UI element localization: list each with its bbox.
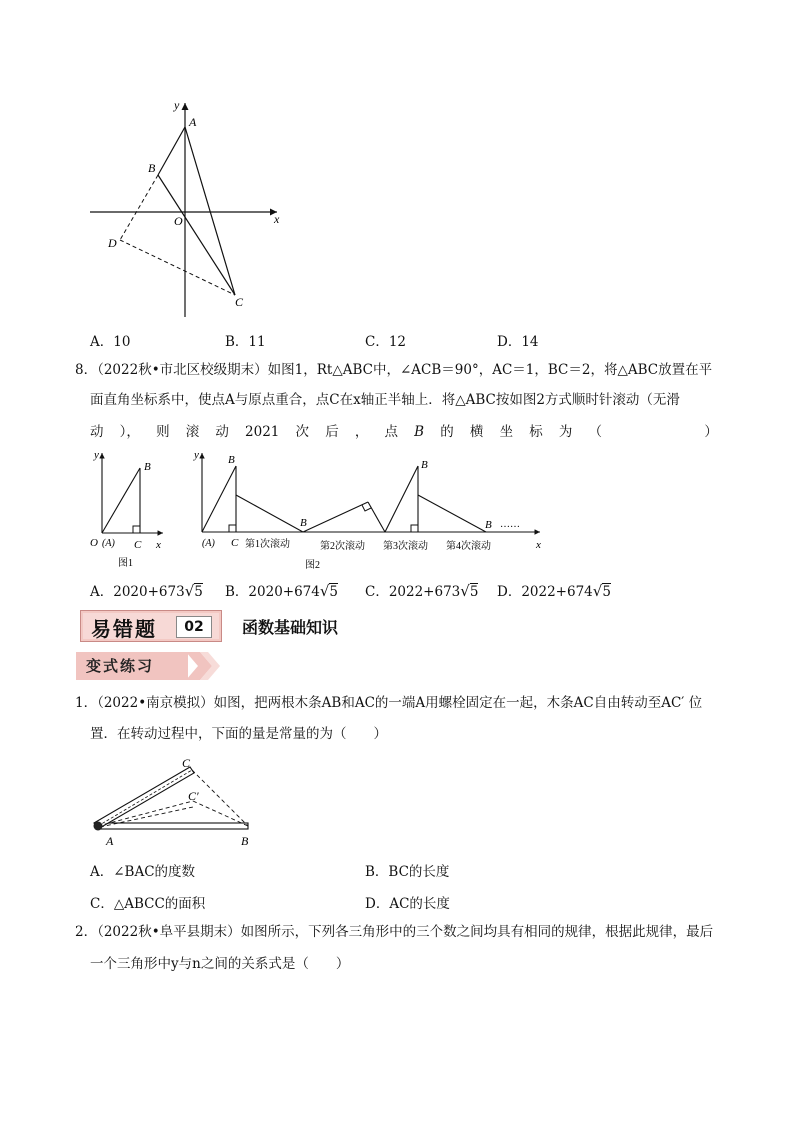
q8-line3-part: 横 xyxy=(469,424,484,440)
q8-option-a-text: A．2020+673 xyxy=(90,584,185,600)
section-title: 函数基础知识 xyxy=(242,618,339,637)
q1-option-a[interactable]: A．∠BAC的度数 xyxy=(90,864,196,880)
fig2-label-A: (A) xyxy=(202,538,215,549)
q8-option-b[interactable] xyxy=(225,580,338,600)
segment-BD xyxy=(120,175,158,240)
q8-option-b-text: B．2020+674 xyxy=(225,584,320,600)
q8-option-d-radicand: 5 xyxy=(602,584,611,600)
sqrt-icon: √ xyxy=(184,582,195,600)
fig1-label-x: x xyxy=(156,539,161,551)
q7-option-c[interactable]: C．12 xyxy=(365,334,407,350)
q8-line3-part: 2021 xyxy=(245,424,280,440)
q1-option-b[interactable]: B．BC的长度 xyxy=(365,864,450,880)
fig-label-C-prime: C′ xyxy=(188,789,199,803)
q8-line-1: 8．（2022秋•市北区校级期末）如图1，Rt△ABC中，∠ACB＝90°，AC＝1，BC＝2，将△ABC放置在平 xyxy=(75,362,713,378)
sqrt-icon: √ xyxy=(319,582,330,600)
q8-line3-part: ， xyxy=(354,424,369,440)
q7-option-a[interactable]: A．10 xyxy=(90,334,131,350)
segment-AB xyxy=(158,127,185,175)
q8-line3-part: 后 xyxy=(325,424,339,440)
q1-line-2: 置．在转动过程中，下面的量是常量的为（ ） xyxy=(90,726,387,742)
q8-option-c-radicand: 5 xyxy=(469,584,479,600)
segment-AC xyxy=(185,127,235,295)
sqrt-icon: √ xyxy=(460,582,470,600)
fig1-label-C: C xyxy=(134,539,142,551)
q8-option-b-radicand: 5 xyxy=(329,584,339,600)
fig-label-C: C xyxy=(182,756,191,770)
q8-line-3 xyxy=(90,422,718,442)
fig2-label-B2: B xyxy=(300,517,307,529)
q8-figure-2 xyxy=(188,448,548,573)
q8-option-a[interactable] xyxy=(90,580,203,600)
fig1-caption: 图1 xyxy=(118,558,133,569)
q1-option-d[interactable]: D．AC的长度 xyxy=(365,896,450,912)
label-O: O xyxy=(174,214,183,228)
fig2-roll-4: 第4次滚动 xyxy=(446,541,491,552)
fig-label-B: B xyxy=(241,834,249,848)
fig2-label-B3: B xyxy=(421,459,428,471)
q8-option-d-text: D．2022+674 xyxy=(497,584,593,600)
section-number: 02 xyxy=(176,616,212,638)
fig2-caption: 图2 xyxy=(305,560,320,571)
bolt-icon xyxy=(94,822,103,831)
q2-line-1: 2．（2022秋•阜平县期末）如图所示，下列各三角形中的三个数之间均具有相同的规律，根据此规律，最后 xyxy=(75,924,714,940)
q8-line3-part: ） xyxy=(704,424,718,440)
q8-line3-part: 点 xyxy=(384,424,399,440)
q8-line3-part: 动 xyxy=(215,424,229,440)
q8-line3-part: B xyxy=(414,424,425,440)
label-B: B xyxy=(148,161,156,175)
fig2-label-B1: B xyxy=(228,454,235,466)
fig2-roll-3: 第3次滚动 xyxy=(383,541,428,552)
fig1-label-y: y xyxy=(94,449,99,461)
q8-line3-part: 则 xyxy=(156,424,170,440)
fig2-label-x: x xyxy=(536,539,541,551)
q8-line3-part: 坐 xyxy=(499,424,514,440)
answer-blank[interactable] xyxy=(618,422,688,442)
fig2-label-B4: B xyxy=(485,519,492,531)
variant-practice-tag xyxy=(76,652,188,680)
fig1-label-A: (A) xyxy=(102,538,115,549)
fig2-dots: …… xyxy=(500,519,520,530)
q8-figure-1 xyxy=(88,448,173,573)
q8-line3-part: 标 xyxy=(529,424,543,440)
fig-label-A: A xyxy=(106,834,114,848)
q2-line-2: 一个三角形中y与n之间的关系式是（ ） xyxy=(90,956,350,972)
q8-line3-part: 的 xyxy=(440,424,454,440)
label-D: D xyxy=(108,236,117,250)
sqrt-icon: √ xyxy=(592,582,603,600)
q7-coordinate-figure xyxy=(85,95,285,320)
stick-AB xyxy=(96,823,248,829)
q1-sticks-figure xyxy=(88,755,258,850)
q8-line3-part: 滚 xyxy=(185,424,200,440)
q7-option-b[interactable]: B．11 xyxy=(225,334,266,350)
q8-line3-part: 动 xyxy=(90,424,104,440)
q8-option-a-radicand: 5 xyxy=(194,584,203,600)
double-chevron-icon xyxy=(186,652,222,680)
q1-line-1: 1．（2022•南京模拟）如图，把两根木条AB和AC的一端A用螺栓固定在一起，木条AC自由转动至AC′ 位 xyxy=(75,695,703,711)
fig2-roll-2: 第2次滚动 xyxy=(320,541,365,552)
q8-line3-part: ）， xyxy=(119,424,140,440)
variant-practice-text: 变式练习 xyxy=(86,657,155,675)
label-x: x xyxy=(274,212,280,226)
fig2-roll-1: 第1次滚动 xyxy=(245,539,290,550)
q8-option-c-text: C．2022+673 xyxy=(365,584,461,600)
q8-line3-part: （ xyxy=(588,424,603,440)
label-y: y xyxy=(174,98,180,112)
q7-option-d[interactable]: D．14 xyxy=(497,334,539,350)
q8-option-d[interactable] xyxy=(497,580,611,600)
q8-option-c[interactable] xyxy=(365,580,478,600)
fig2-label-y: y xyxy=(194,449,199,461)
label-C: C xyxy=(235,295,244,309)
q1-option-c[interactable]: C．△ABCC的面积 xyxy=(90,896,206,912)
fig2-label-C: C xyxy=(231,537,239,549)
q8-line3-part: 次 xyxy=(295,424,310,440)
section-banner xyxy=(80,610,222,642)
label-A: A xyxy=(189,115,197,129)
fig1-label-O: O xyxy=(90,537,98,549)
q8-line3-part: 为 xyxy=(558,424,573,440)
fig1-label-B: B xyxy=(144,461,151,473)
section-banner-text: 易错题 xyxy=(91,617,157,641)
q8-line-2: 面直角坐标系中，使点A与原点重合，点C在x轴正半轴上．将△ABC按如图2方式顺时针滚动（无滑 xyxy=(90,392,680,408)
